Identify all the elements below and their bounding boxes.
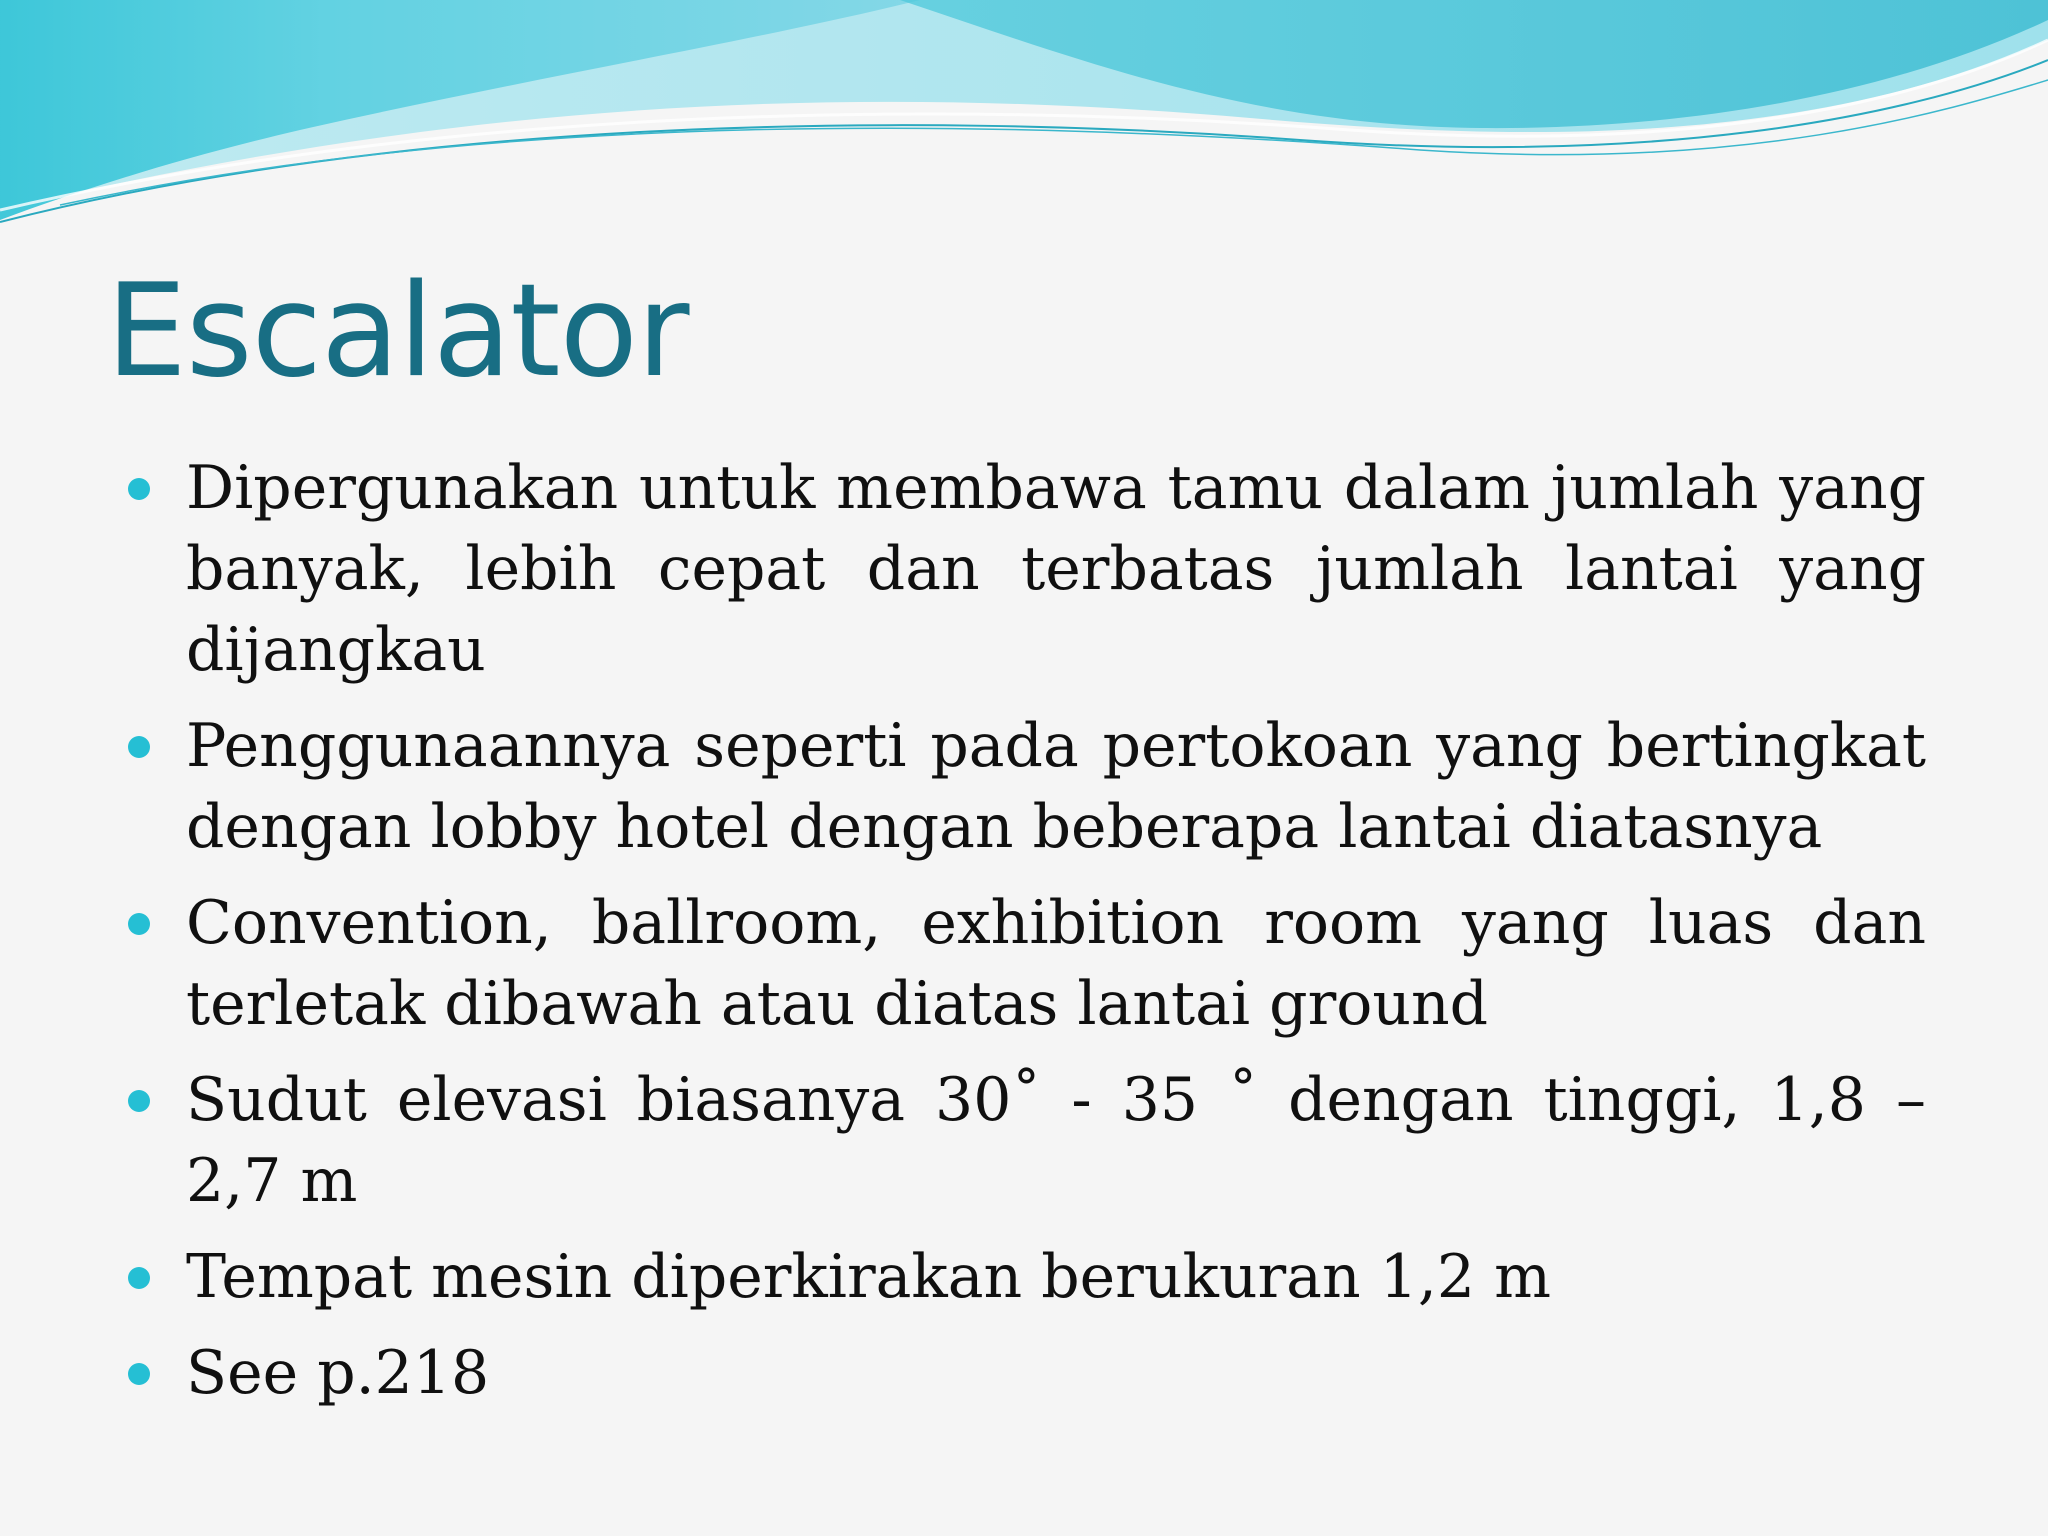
list-item	[122, 706, 1926, 868]
slide-title: Escalator	[106, 257, 689, 406]
list-item	[122, 1060, 1926, 1222]
bullet-text: Penggunaannya seperti pada pertokoan yang bertingkat dengan lobby hotel dengan beberapa lantai diatasnya	[186, 711, 1926, 862]
bullet-text: Sudut elevasi biasanya 30˚ - 35 ˚ dengan tinggi, 1,8 – 2,7 m	[186, 1065, 1926, 1216]
list-item	[122, 883, 1926, 1045]
bullet-text: Tempat mesin diperkirakan berukuran 1,2 m	[186, 1242, 1552, 1312]
bullet-list	[122, 448, 1926, 1429]
list-item	[122, 448, 1926, 691]
bullet-text: Convention, ballroom, exhibition room yang luas dan terletak dibawah atau diatas lantai ground	[186, 888, 1926, 1039]
bullet-text: Dipergunakan untuk membawa tamu dalam jumlah yang banyak, lebih cepat dan terbatas jumlah lantai yang dijangkau	[186, 453, 1926, 685]
list-item	[122, 1333, 1926, 1414]
bullet-dot-icon	[128, 1267, 150, 1289]
list-item	[122, 1237, 1926, 1318]
bullet-dot-icon	[128, 1363, 150, 1385]
bullet-dot-icon	[128, 478, 150, 500]
bullet-dot-icon	[128, 736, 150, 758]
bullet-dot-icon	[128, 913, 150, 935]
wave-header-graphic	[0, 0, 2048, 240]
bullet-text: See p.218	[186, 1338, 490, 1408]
bullet-dot-icon	[128, 1090, 150, 1112]
